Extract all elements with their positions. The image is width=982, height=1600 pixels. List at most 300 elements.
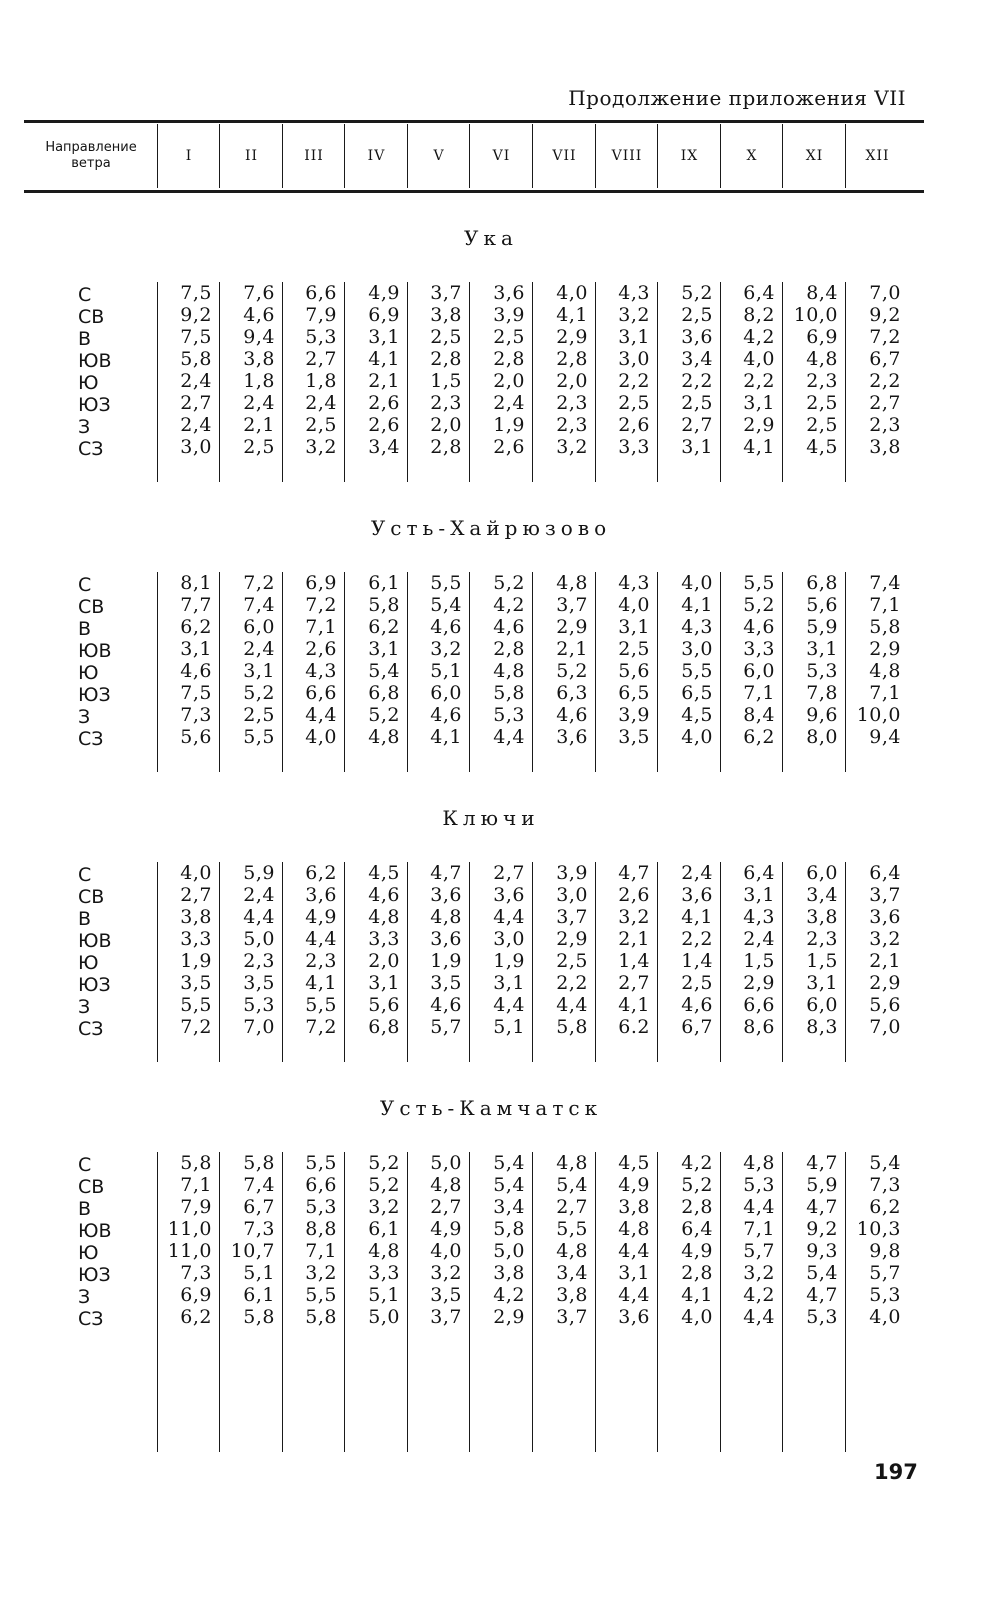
table-cell: 5,3 xyxy=(305,326,337,348)
month-header: VI xyxy=(469,124,533,188)
table-cell: 5,3 xyxy=(493,704,525,726)
month-column xyxy=(219,1152,283,1452)
month-column xyxy=(845,862,909,1062)
table-cell: 6,0 xyxy=(243,616,275,638)
table-cell: 3,2 xyxy=(743,1262,775,1284)
table-cell: 5,2 xyxy=(681,282,713,304)
table-cell: 3,5 xyxy=(180,972,212,994)
table-cell: 4,8 xyxy=(743,1152,775,1174)
table-cell: 6,7 xyxy=(869,348,901,370)
table-cell: 2,9 xyxy=(556,326,588,348)
direction-label: СВ xyxy=(78,1176,105,1198)
month-column xyxy=(157,1152,220,1452)
table-cell: 1,9 xyxy=(493,414,525,436)
table-cell: 8,2 xyxy=(743,304,775,326)
table-cell: 4,6 xyxy=(243,304,275,326)
table-cell: 5,9 xyxy=(806,1174,838,1196)
direction-label: Ю xyxy=(78,372,99,394)
table-cell: 4,8 xyxy=(493,660,525,682)
month-column xyxy=(282,572,345,772)
table-cell: 3,1 xyxy=(618,616,650,638)
table-cell: 5,2 xyxy=(368,704,400,726)
table-cell: 6,0 xyxy=(806,994,838,1016)
month-header: I xyxy=(157,124,220,188)
table-cell: 5,6 xyxy=(618,660,650,682)
month-column xyxy=(595,572,658,772)
table-cell: 3,6 xyxy=(430,928,462,950)
table-cell: 3,1 xyxy=(743,392,775,414)
table-cell: 11,0 xyxy=(167,1240,212,1262)
table-cell: 5,7 xyxy=(743,1240,775,1262)
table-cell: 4,5 xyxy=(806,436,838,458)
table-cell: 6,2 xyxy=(305,862,337,884)
table-cell: 5,3 xyxy=(305,1196,337,1218)
month-column xyxy=(782,1152,846,1452)
table-cell: 6,2 xyxy=(869,1196,901,1218)
table-cell: 6,6 xyxy=(305,682,337,704)
table-cell: 2,7 xyxy=(180,884,212,906)
table-cell: 3,5 xyxy=(430,972,462,994)
table-cell: 3,7 xyxy=(869,884,901,906)
table-cell: 2,6 xyxy=(493,436,525,458)
table-cell: 3,6 xyxy=(681,884,713,906)
table-cell: 7,3 xyxy=(869,1174,901,1196)
table-cell: 2,9 xyxy=(493,1306,525,1328)
table-cell: 5,0 xyxy=(368,1306,400,1328)
month-column xyxy=(720,1152,783,1452)
table-cell: 2,6 xyxy=(305,638,337,660)
table-cell: 3,6 xyxy=(493,884,525,906)
table-cell: 5,9 xyxy=(243,862,275,884)
month-column xyxy=(469,282,533,482)
table-cell: 6,4 xyxy=(743,282,775,304)
table-cell: 4,6 xyxy=(430,704,462,726)
table-cell: 2,5 xyxy=(806,392,838,414)
table-cell: 5,2 xyxy=(493,572,525,594)
table-cell: 3,6 xyxy=(305,884,337,906)
table-cell: 7,2 xyxy=(305,594,337,616)
table-cell: 5,3 xyxy=(743,1174,775,1196)
table-cell: 2,1 xyxy=(869,950,901,972)
month-column xyxy=(782,282,846,482)
direction-label: СЗ xyxy=(78,1308,104,1330)
direction-label: С xyxy=(78,1154,92,1176)
table-cell: 2,4 xyxy=(180,414,212,436)
month-column xyxy=(157,862,220,1062)
table-cell: 2,5 xyxy=(430,326,462,348)
table-cell: 4,0 xyxy=(305,726,337,748)
direction-label: Ю xyxy=(78,1242,99,1264)
table-cell: 2,9 xyxy=(869,638,901,660)
table-cell: 4,4 xyxy=(618,1240,650,1262)
table-cell: 6,1 xyxy=(243,1284,275,1306)
table-cell: 3,7 xyxy=(430,1306,462,1328)
month-column xyxy=(782,862,846,1062)
table-cell: 5,8 xyxy=(243,1152,275,1174)
table-cell: 2,5 xyxy=(493,326,525,348)
table-cell: 7,2 xyxy=(869,326,901,348)
direction-label: ЮВ xyxy=(78,640,112,662)
table-cell: 5,4 xyxy=(493,1152,525,1174)
table-cell: 4,3 xyxy=(305,660,337,682)
month-column xyxy=(532,572,596,772)
table-cell: 2,2 xyxy=(618,370,650,392)
table-cell: 2,3 xyxy=(243,950,275,972)
table-cell: 3,6 xyxy=(430,884,462,906)
table-cell: 1,5 xyxy=(806,950,838,972)
table-cell: 2,7 xyxy=(305,348,337,370)
table-cell: 2,5 xyxy=(681,392,713,414)
table-cell: 3,3 xyxy=(618,436,650,458)
table-cell: 4,9 xyxy=(618,1174,650,1196)
table-cell: 2,2 xyxy=(869,370,901,392)
table-cell: 7,5 xyxy=(180,326,212,348)
table-cell: 7,1 xyxy=(869,682,901,704)
table-cell: 6,8 xyxy=(806,572,838,594)
table-cell: 2,6 xyxy=(368,392,400,414)
direction-label: З xyxy=(78,996,91,1018)
table-cell: 5,9 xyxy=(806,616,838,638)
table-cell: 6,9 xyxy=(180,1284,212,1306)
table-cell: 4,4 xyxy=(743,1196,775,1218)
table-cell: 3,1 xyxy=(243,660,275,682)
table-cell: 4,4 xyxy=(305,928,337,950)
station-title: Усть-Камчатск xyxy=(379,1096,603,1120)
table-cell: 2,3 xyxy=(869,414,901,436)
month-column xyxy=(720,282,783,482)
table-cell: 4,2 xyxy=(743,1284,775,1306)
table-cell: 4,1 xyxy=(743,436,775,458)
direction-label: С xyxy=(78,284,92,306)
table-cell: 4,0 xyxy=(430,1240,462,1262)
table-cell: 6,9 xyxy=(806,326,838,348)
table-cell: 1,9 xyxy=(180,950,212,972)
direction-label: ЮВ xyxy=(78,930,112,952)
table-cell: 2,6 xyxy=(618,414,650,436)
table-cell: 3,1 xyxy=(368,972,400,994)
month-column xyxy=(219,862,283,1062)
table-cell: 6,3 xyxy=(556,682,588,704)
table-cell: 2,8 xyxy=(493,348,525,370)
table-cell: 5,8 xyxy=(493,1218,525,1240)
table-cell: 3,1 xyxy=(493,972,525,994)
table-cell: 5,5 xyxy=(681,660,713,682)
table-cell: 4,9 xyxy=(305,906,337,928)
month-column xyxy=(282,862,345,1062)
table-cell: 5,3 xyxy=(869,1284,901,1306)
table-cell: 5,5 xyxy=(305,1152,337,1174)
month-column xyxy=(282,282,345,482)
table-cell: 4,7 xyxy=(618,862,650,884)
table-cell: 3,1 xyxy=(806,972,838,994)
month-column xyxy=(157,572,220,772)
table-cell: 5,5 xyxy=(243,726,275,748)
table-cell: 9,3 xyxy=(806,1240,838,1262)
table-cell: 6,1 xyxy=(368,572,400,594)
table-cell: 7,3 xyxy=(243,1218,275,1240)
month-header: X xyxy=(720,124,783,188)
table-cell: 3,8 xyxy=(243,348,275,370)
table-cell: 5,1 xyxy=(430,660,462,682)
table-cell: 3,6 xyxy=(493,282,525,304)
table-cell: 2,3 xyxy=(305,950,337,972)
table-cell: 2,2 xyxy=(681,370,713,392)
table-cell: 4,7 xyxy=(430,862,462,884)
table-cell: 9,2 xyxy=(869,304,901,326)
table-cell: 3,7 xyxy=(556,906,588,928)
table-cell: 5,0 xyxy=(493,1240,525,1262)
table-cell: 2,4 xyxy=(493,392,525,414)
table-cell: 4,0 xyxy=(618,594,650,616)
table-cell: 4,9 xyxy=(681,1240,713,1262)
table-cell: 5,3 xyxy=(806,1306,838,1328)
table-cell: 4,3 xyxy=(618,282,650,304)
table-cell: 2,2 xyxy=(681,928,713,950)
table-cell: 4,7 xyxy=(806,1284,838,1306)
table-cell: 3,1 xyxy=(681,436,713,458)
table-cell: 7,7 xyxy=(180,594,212,616)
table-cell: 10,0 xyxy=(793,304,838,326)
table-cell: 4,5 xyxy=(681,704,713,726)
table-cell: 3,3 xyxy=(743,638,775,660)
table-cell: 2,5 xyxy=(243,704,275,726)
table-cell: 2,3 xyxy=(430,392,462,414)
table-cell: 6,6 xyxy=(305,282,337,304)
table-cell: 3,9 xyxy=(556,862,588,884)
table-cell: 7,3 xyxy=(180,1262,212,1284)
table-cell: 7,4 xyxy=(243,1174,275,1196)
table-cell: 3,5 xyxy=(430,1284,462,1306)
table-cell: 4,3 xyxy=(618,572,650,594)
month-column xyxy=(407,572,470,772)
table-cell: 4,1 xyxy=(618,994,650,1016)
table-cell: 6,2 xyxy=(368,616,400,638)
direction-label: Ю xyxy=(78,952,99,974)
table-cell: 2,4 xyxy=(743,928,775,950)
table-cell: 10,3 xyxy=(856,1218,901,1240)
table-cell: 8,4 xyxy=(806,282,838,304)
table-cell: 3,0 xyxy=(618,348,650,370)
table-cell: 5,1 xyxy=(243,1262,275,1284)
table-cell: 2,7 xyxy=(493,862,525,884)
table-cell: 4,8 xyxy=(430,1174,462,1196)
table-cell: 4,0 xyxy=(743,348,775,370)
month-column xyxy=(532,862,596,1062)
direction-label: СВ xyxy=(78,886,105,908)
month-header: VII xyxy=(532,124,596,188)
direction-label: СЗ xyxy=(78,1018,104,1040)
table-cell: 7,1 xyxy=(180,1174,212,1196)
table-cell: 4,0 xyxy=(681,1306,713,1328)
table-cell: 2,7 xyxy=(556,1196,588,1218)
table-cell: 4,2 xyxy=(493,1284,525,1306)
table-cell: 7,0 xyxy=(869,282,901,304)
table-cell: 2,8 xyxy=(430,436,462,458)
table-cell: 2,4 xyxy=(180,370,212,392)
table-cell: 9,8 xyxy=(869,1240,901,1262)
table-cell: 3,3 xyxy=(180,928,212,950)
table-cell: 8,1 xyxy=(180,572,212,594)
month-column xyxy=(469,1152,533,1452)
table-cell: 7,0 xyxy=(869,1016,901,1038)
table-cell: 4,6 xyxy=(180,660,212,682)
table-cell: 4,8 xyxy=(368,906,400,928)
table-cell: 1,9 xyxy=(493,950,525,972)
table-cell: 5,5 xyxy=(743,572,775,594)
table-cell: 7,9 xyxy=(180,1196,212,1218)
table-cell: 7,0 xyxy=(243,1016,275,1038)
header-bottom-rule xyxy=(24,190,924,193)
table-cell: 7,4 xyxy=(869,572,901,594)
table-cell: 2,5 xyxy=(305,414,337,436)
table-cell: 5,5 xyxy=(305,1284,337,1306)
table-cell: 4,8 xyxy=(618,1218,650,1240)
table-cell: 6,7 xyxy=(243,1196,275,1218)
table-cell: 6,5 xyxy=(681,682,713,704)
table-cell: 2,5 xyxy=(681,972,713,994)
table-cell: 3,8 xyxy=(869,436,901,458)
month-header: XI xyxy=(782,124,846,188)
table-cell: 4,2 xyxy=(743,326,775,348)
table-cell: 5,2 xyxy=(368,1174,400,1196)
table-cell: 5,7 xyxy=(430,1016,462,1038)
table-cell: 5,4 xyxy=(806,1262,838,1284)
table-cell: 5,8 xyxy=(305,1306,337,1328)
table-cell: 5,3 xyxy=(806,660,838,682)
table-cell: 7,1 xyxy=(743,1218,775,1240)
table-cell: 4,2 xyxy=(493,594,525,616)
month-column xyxy=(845,572,909,772)
table-cell: 6,4 xyxy=(681,1218,713,1240)
table-cell: 4,1 xyxy=(430,726,462,748)
table-cell: 4,9 xyxy=(430,1218,462,1240)
table-cell: 4,3 xyxy=(681,616,713,638)
table-cell: 4,8 xyxy=(556,572,588,594)
direction-label: З xyxy=(78,1286,91,1308)
table-cell: 2,5 xyxy=(806,414,838,436)
table-cell: 2,5 xyxy=(618,638,650,660)
table-cell: 4,9 xyxy=(368,282,400,304)
table-cell: 3,4 xyxy=(556,1262,588,1284)
table-cell: 3,3 xyxy=(368,928,400,950)
table-cell: 3,7 xyxy=(556,594,588,616)
table-cell: 2,4 xyxy=(243,884,275,906)
month-column xyxy=(782,572,846,772)
table-cell: 5,8 xyxy=(869,616,901,638)
table-cell: 7,8 xyxy=(806,682,838,704)
direction-label: ЮЗ xyxy=(78,974,111,996)
table-cell: 4,0 xyxy=(869,1306,901,1328)
table-cell: 1,5 xyxy=(430,370,462,392)
table-cell: 6,1 xyxy=(368,1218,400,1240)
table-cell: 3,5 xyxy=(243,972,275,994)
table-cell: 5,7 xyxy=(869,1262,901,1284)
table-cell: 4,7 xyxy=(806,1196,838,1218)
table-header xyxy=(24,124,924,192)
month-column xyxy=(407,1152,470,1452)
table-cell: 4,6 xyxy=(493,616,525,638)
table-cell: 5,6 xyxy=(869,994,901,1016)
direction-label: З xyxy=(78,706,91,728)
table-cell: 5,8 xyxy=(243,1306,275,1328)
table-cell: 10,0 xyxy=(856,704,901,726)
table-cell: 8,6 xyxy=(743,1016,775,1038)
table-cell: 2,6 xyxy=(618,884,650,906)
table-cell: 2,8 xyxy=(681,1262,713,1284)
table-cell: 2,9 xyxy=(743,972,775,994)
table-cell: 4,1 xyxy=(681,906,713,928)
table-cell: 6,8 xyxy=(368,1016,400,1038)
table-cell: 2,8 xyxy=(430,348,462,370)
table-cell: 5,5 xyxy=(180,994,212,1016)
table-cell: 1,8 xyxy=(243,370,275,392)
table-cell: 3,2 xyxy=(618,906,650,928)
table-cell: 6,0 xyxy=(743,660,775,682)
table-cell: 7,1 xyxy=(305,616,337,638)
table-cell: 3,2 xyxy=(869,928,901,950)
table-cell: 2,4 xyxy=(305,392,337,414)
table-cell: 2,0 xyxy=(430,414,462,436)
table-cell: 4,5 xyxy=(368,862,400,884)
table-cell: 6,9 xyxy=(305,572,337,594)
month-column xyxy=(407,862,470,1062)
table-cell: 5,8 xyxy=(180,348,212,370)
table-cell: 3,9 xyxy=(618,704,650,726)
table-cell: 4,8 xyxy=(806,348,838,370)
table-cell: 3,6 xyxy=(556,726,588,748)
direction-label: Ю xyxy=(78,662,99,684)
table-cell: 6,0 xyxy=(430,682,462,704)
table-cell: 3,5 xyxy=(618,726,650,748)
direction-label: С xyxy=(78,864,92,886)
table-cell: 2,2 xyxy=(556,972,588,994)
table-cell: 3,4 xyxy=(806,884,838,906)
table-cell: 4,8 xyxy=(556,1240,588,1262)
table-cell: 4,0 xyxy=(681,572,713,594)
month-header: III xyxy=(282,124,345,188)
table-cell: 5,4 xyxy=(556,1174,588,1196)
direction-label: В xyxy=(78,618,92,640)
table-cell: 3,0 xyxy=(180,436,212,458)
table-cell: 5,0 xyxy=(430,1152,462,1174)
month-column xyxy=(344,282,408,482)
table-cell: 4,6 xyxy=(556,704,588,726)
table-cell: 3,8 xyxy=(806,906,838,928)
table-cell: 5,3 xyxy=(243,994,275,1016)
table-cell: 2,4 xyxy=(243,392,275,414)
table-cell: 2,9 xyxy=(556,616,588,638)
month-column xyxy=(720,862,783,1062)
direction-label: С xyxy=(78,574,92,596)
table-cell: 4,1 xyxy=(681,1284,713,1306)
month-column xyxy=(219,572,283,772)
table-cell: 3,6 xyxy=(618,1306,650,1328)
table-cell: 9,6 xyxy=(806,704,838,726)
table-cell: 2,2 xyxy=(743,370,775,392)
table-cell: 3,8 xyxy=(556,1284,588,1306)
table-cell: 3,2 xyxy=(368,1196,400,1218)
month-header: VIII xyxy=(595,124,658,188)
table-cell: 4,4 xyxy=(243,906,275,928)
table-cell: 7,1 xyxy=(869,594,901,616)
table-cell: 7,1 xyxy=(743,682,775,704)
direction-label: В xyxy=(78,1198,92,1220)
table-cell: 9,2 xyxy=(180,304,212,326)
table-cell: 4,8 xyxy=(556,1152,588,1174)
table-cell: 4,8 xyxy=(368,726,400,748)
table-cell: 5,4 xyxy=(368,660,400,682)
table-cell: 6,6 xyxy=(305,1174,337,1196)
